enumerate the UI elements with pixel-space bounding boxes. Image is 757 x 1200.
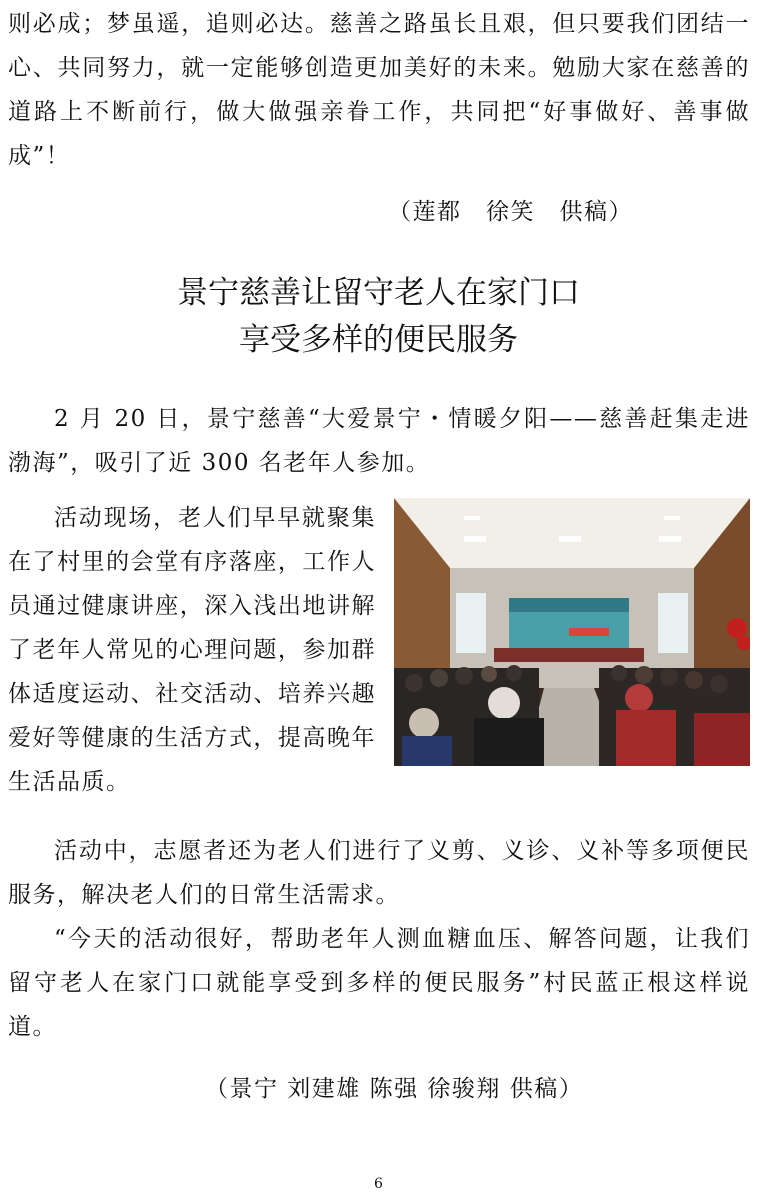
article-title-line1: 景宁慈善让留守老人在家门口 [177, 275, 580, 311]
intro-credit: （莲都 徐笑 供稿） [388, 199, 633, 225]
intro-paragraph: 则必成；梦虽遥，追则必达。慈善之路虽长且艰，但只要我们团结一心、共同努力，就一定能够创造更加美好的未来。勉励大家在慈善的道路上不断前行，做大做强亲眷工作，共同把“好事做好、善事做成”！ [8, 11, 750, 169]
article-credit: （景宁 刘建雄 陈强 徐骏翔 供稿） [205, 1076, 584, 1102]
event-photo [394, 498, 750, 766]
article-paragraph-4: “今天的活动很好，帮助老年人测血糖血压、解答问题，让我们留守老人在家门口就能享受到多样的便民服务”村民蓝正根这样说道。 [8, 926, 750, 1040]
article-paragraph-2: 活动现场，老人们早早就聚集在了村里的会堂有序落座，工作人员通过健康讲座，深入浅出地讲解了老年人常见的心理问题，参加群体适度运动、社交活动、培养兴趣爱好等健康的生活方式，提高晚年生活品质。 [8, 505, 376, 795]
article-paragraph-3: 活动中，志愿者还为老人们进行了义剪、义诊、义补等多项便民服务，解决老人们的日常生活需求。 [8, 838, 750, 908]
page-number: 6 [374, 1176, 383, 1192]
article-paragraph-1: 2 月 20 日，景宁慈善“大爱景宁・情暖夕阳——慈善赶集走进渤海”，吸引了近 300 名老年人参加。 [8, 406, 750, 476]
article-wrap-block [8, 496, 750, 804]
article-title-line2: 享受多样的便民服务 [239, 322, 518, 358]
